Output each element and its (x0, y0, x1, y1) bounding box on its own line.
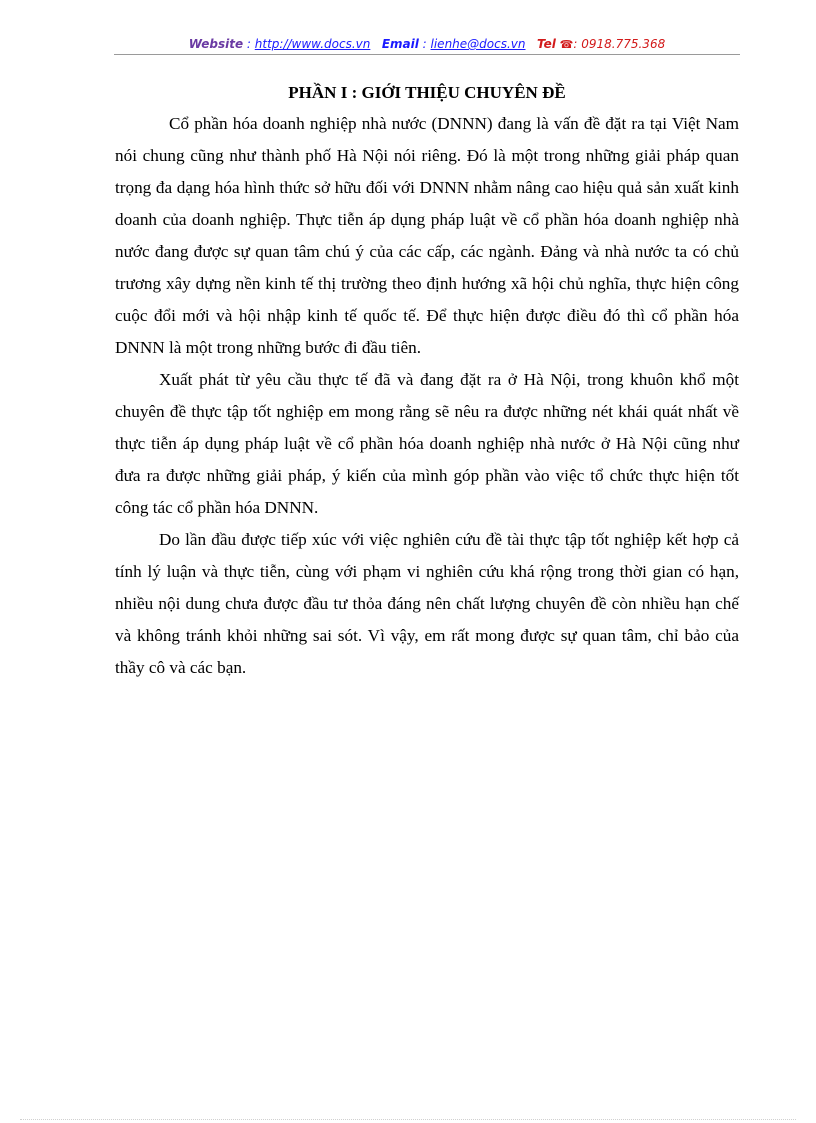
tel-label: Tel (536, 37, 556, 51)
website-separator: : (243, 37, 255, 51)
email-separator: : (418, 37, 431, 51)
paragraph-2: Xuất phát từ yêu cầu thực tế đã và đang đặt ra ở Hà Nội, trong khuôn khổ một chuyên đề thực tập tốt nghiệp em mong rằng sẽ nêu ra được những nét khái quát nhất về thực tiễn áp dụng pháp luật về cổ phần hóa doanh nghiệp nhà nước ở Hà Nội cũng như đưa ra được những giải pháp, ý kiến của mình góp phần vào việc tổ chức thực hiện tốt công tác cổ phần hóa DNNN. (115, 370, 739, 517)
paragraph-1: Cổ phần hóa doanh nghiệp nhà nước (DNNN) đang là vấn đề đặt ra tại Việt Nam nói chung cũng như thành phố Hà Nội nói riêng. Đó là một trong những giải pháp quan trọng đa dạng hóa hình thức sở hữu đối với DNNN nhằm nâng cao hiệu quả sản xuất kinh doanh của doanh nghiệp. Thực tiễn áp dụng pháp luật về cổ phần hóa doanh nghiệp nhà nước đang được sự quan tâm chú ý của các cấp, các ngành. Đảng và nhà nước ta có chủ trương xây dựng nền kinh tế thị trường theo định hướng xã hội chủ nghĩa, thực hiện công cuộc đổi mới và hội nhập kinh tế quốc tế. Để thực hiện được điều đó thì cổ phần hóa DNNN là một trong những bước đi đầu tiên. (115, 114, 739, 357)
paragraph-3: Do lần đầu được tiếp xúc với việc nghiên cứu đề tài thực tập tốt nghiệp kết hợp cả tính lý luận và thực tiễn, cùng với phạm vi nghiên cứu khá rộng trong thời gian có hạn, nhiều nội dung chưa được đầu tư thỏa đáng nên chất lượng chuyên đề còn nhiều hạn chế và không tránh khỏi những sai sót. Vì vậy, em rất mong được sự quan tâm, chỉ bảo của thầy cô và các bạn. (115, 530, 739, 677)
document-title: PHẦN I : GIỚI THIỆU CHUYÊN ĐỀ (288, 83, 566, 102)
page-header (114, 36, 740, 54)
document-body (115, 80, 739, 684)
footer-divider (20, 1119, 796, 1120)
header-divider (114, 54, 740, 55)
tel-number: : 0918.775.368 (573, 37, 666, 51)
phone-icon: ☎ (559, 38, 574, 51)
email-link[interactable]: lienhe@docs.vn (430, 37, 526, 51)
email-label: Email (381, 37, 419, 51)
website-link[interactable]: http://www.docs.vn (254, 37, 371, 51)
website-label: Website (188, 37, 244, 51)
